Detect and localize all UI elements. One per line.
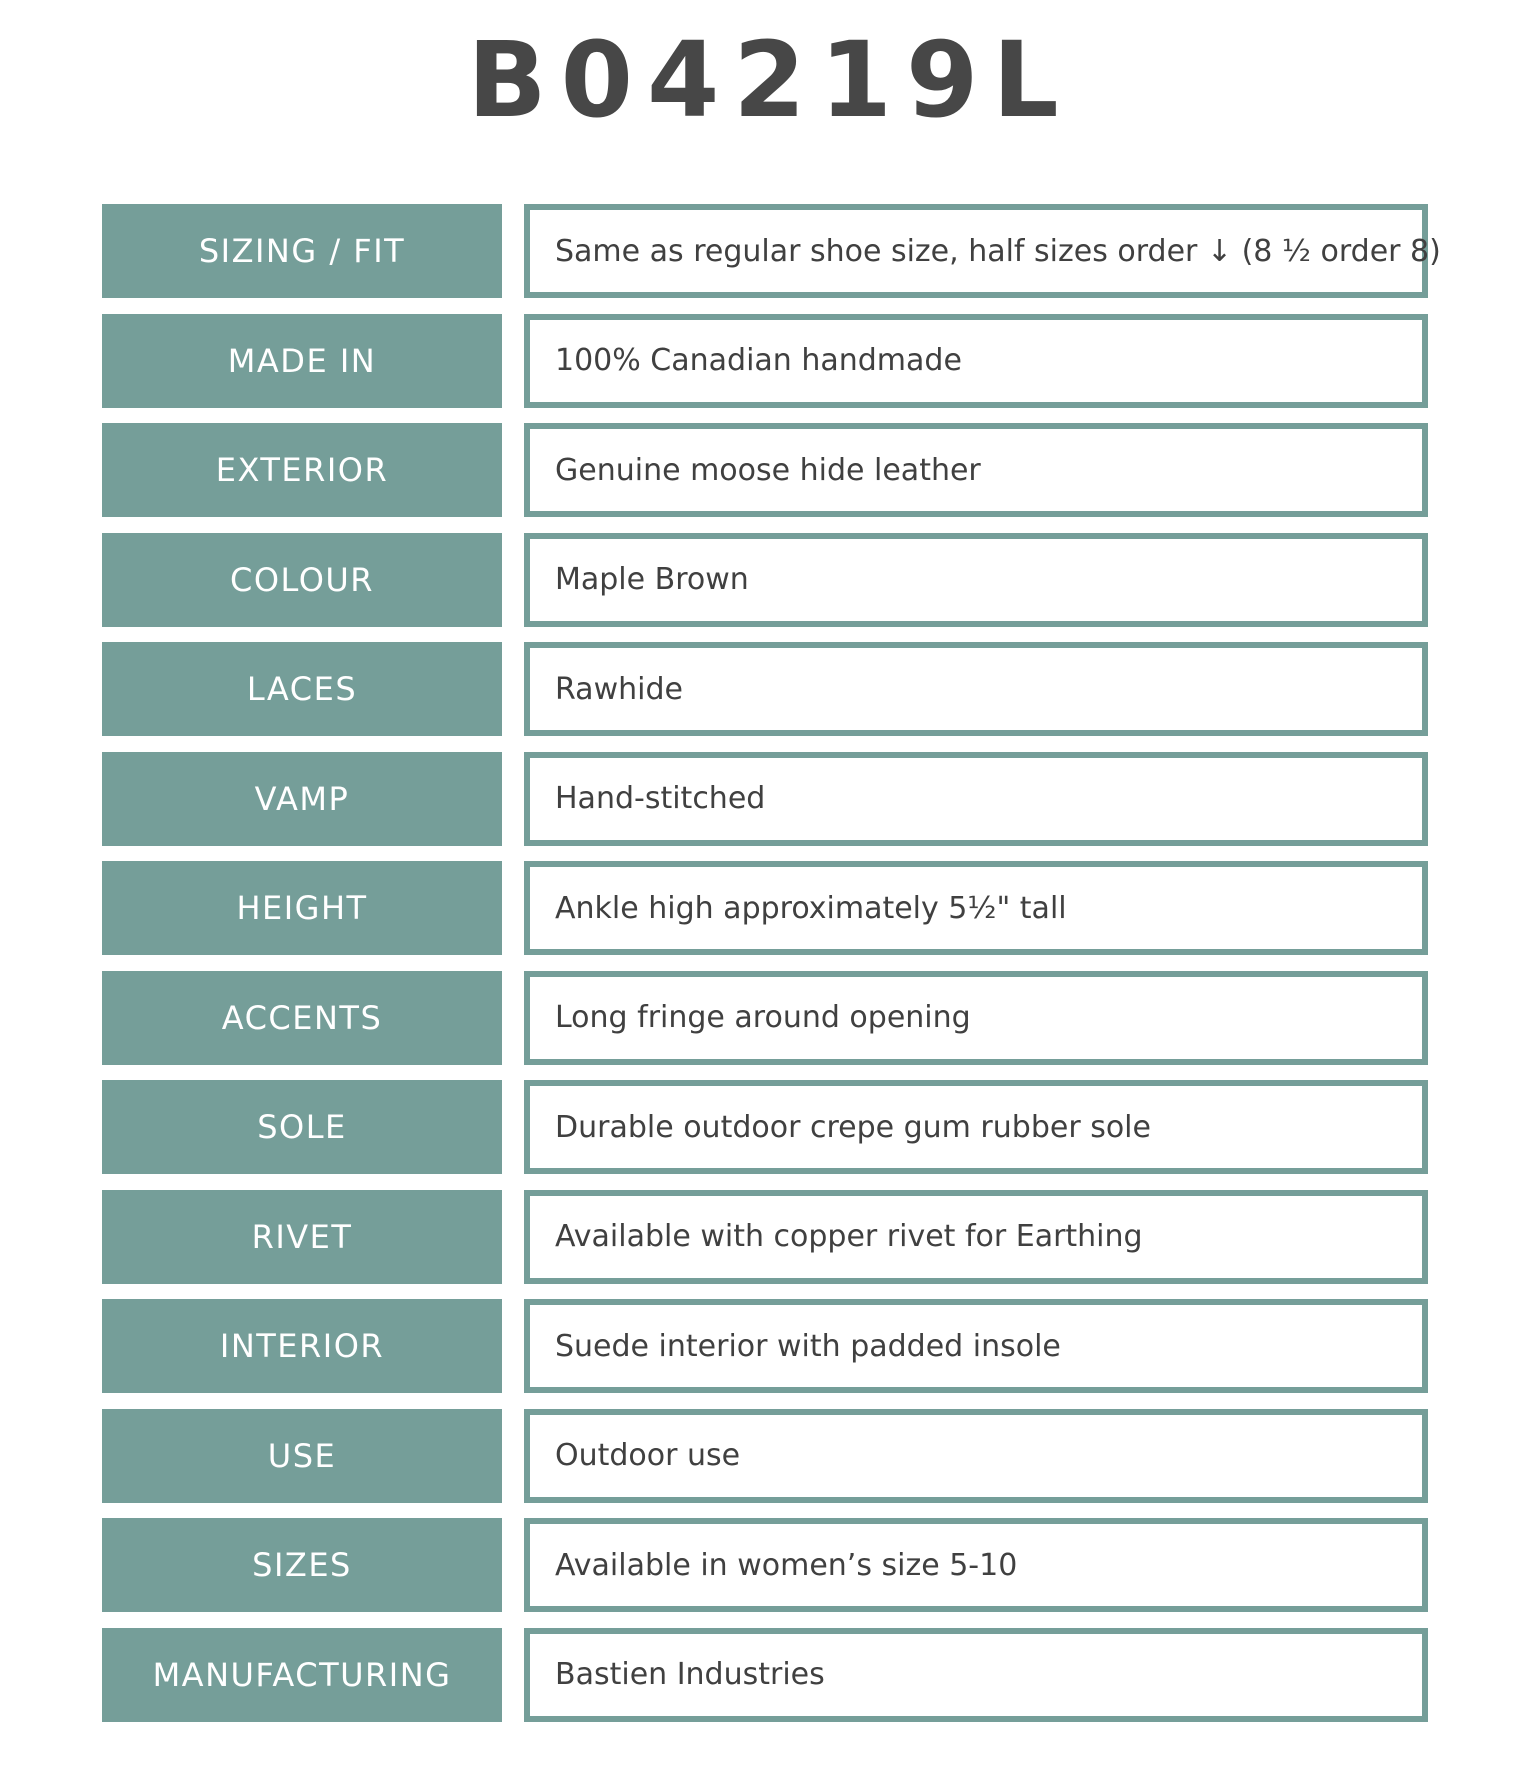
spec-label: USE — [102, 1409, 502, 1503]
spec-value: Maple Brown — [524, 533, 1428, 627]
spec-label: SIZING / FIT — [102, 204, 502, 298]
spec-label: ACCENTS — [102, 971, 502, 1065]
spec-value: Bastien Industries — [524, 1628, 1428, 1722]
spec-value: Suede interior with padded insole — [524, 1299, 1428, 1393]
spec-value: Rawhide — [524, 642, 1428, 736]
spec-label: LACES — [102, 642, 502, 736]
spec-value: Ankle high approximately 5½" tall — [524, 861, 1428, 955]
spec-label: RIVET — [102, 1190, 502, 1284]
spec-label: VAMP — [102, 752, 502, 846]
spec-label: COLOUR — [102, 533, 502, 627]
spec-row-manufacturing — [102, 1628, 1438, 1722]
page-title: B04219L — [467, 19, 1073, 141]
spec-row-interior — [102, 1299, 1438, 1393]
spec-label: EXTERIOR — [102, 423, 502, 517]
spec-value: Durable outdoor crepe gum rubber sole — [524, 1080, 1428, 1174]
spec-row-sole — [102, 1080, 1438, 1174]
spec-row-exterior — [102, 423, 1438, 517]
spec-label: INTERIOR — [102, 1299, 502, 1393]
spec-value: 100% Canadian handmade — [524, 314, 1428, 408]
spec-value: Same as regular shoe size, half sizes order ↓ (8 ½ order 8) — [524, 204, 1428, 298]
spec-value: Genuine moose hide leather — [524, 423, 1428, 517]
spec-row-use — [102, 1409, 1438, 1503]
spec-row-laces — [102, 642, 1438, 736]
spec-row-sizing-fit — [102, 204, 1441, 298]
spec-value: Hand-stitched — [524, 752, 1428, 846]
spec-row-vamp — [102, 752, 1438, 846]
spec-table — [102, 204, 1441, 1737]
spec-label: MANUFACTURING — [102, 1628, 502, 1722]
spec-label: MADE IN — [102, 314, 502, 408]
spec-label: HEIGHT — [102, 861, 502, 955]
spec-row-rivet — [102, 1190, 1438, 1284]
spec-row-sizes — [102, 1518, 1438, 1612]
spec-label: SIZES — [102, 1518, 502, 1612]
spec-value: Outdoor use — [524, 1409, 1428, 1503]
spec-row-accents — [102, 971, 1438, 1065]
spec-row-colour — [102, 533, 1438, 627]
spec-row-height — [102, 861, 1438, 955]
spec-label: SOLE — [102, 1080, 502, 1174]
spec-value: Long fringe around opening — [524, 971, 1428, 1065]
spec-row-made-in — [102, 314, 1438, 408]
spec-value: Available with copper rivet for Earthing — [524, 1190, 1428, 1284]
spec-value: Available in women’s size 5-10 — [524, 1518, 1428, 1612]
